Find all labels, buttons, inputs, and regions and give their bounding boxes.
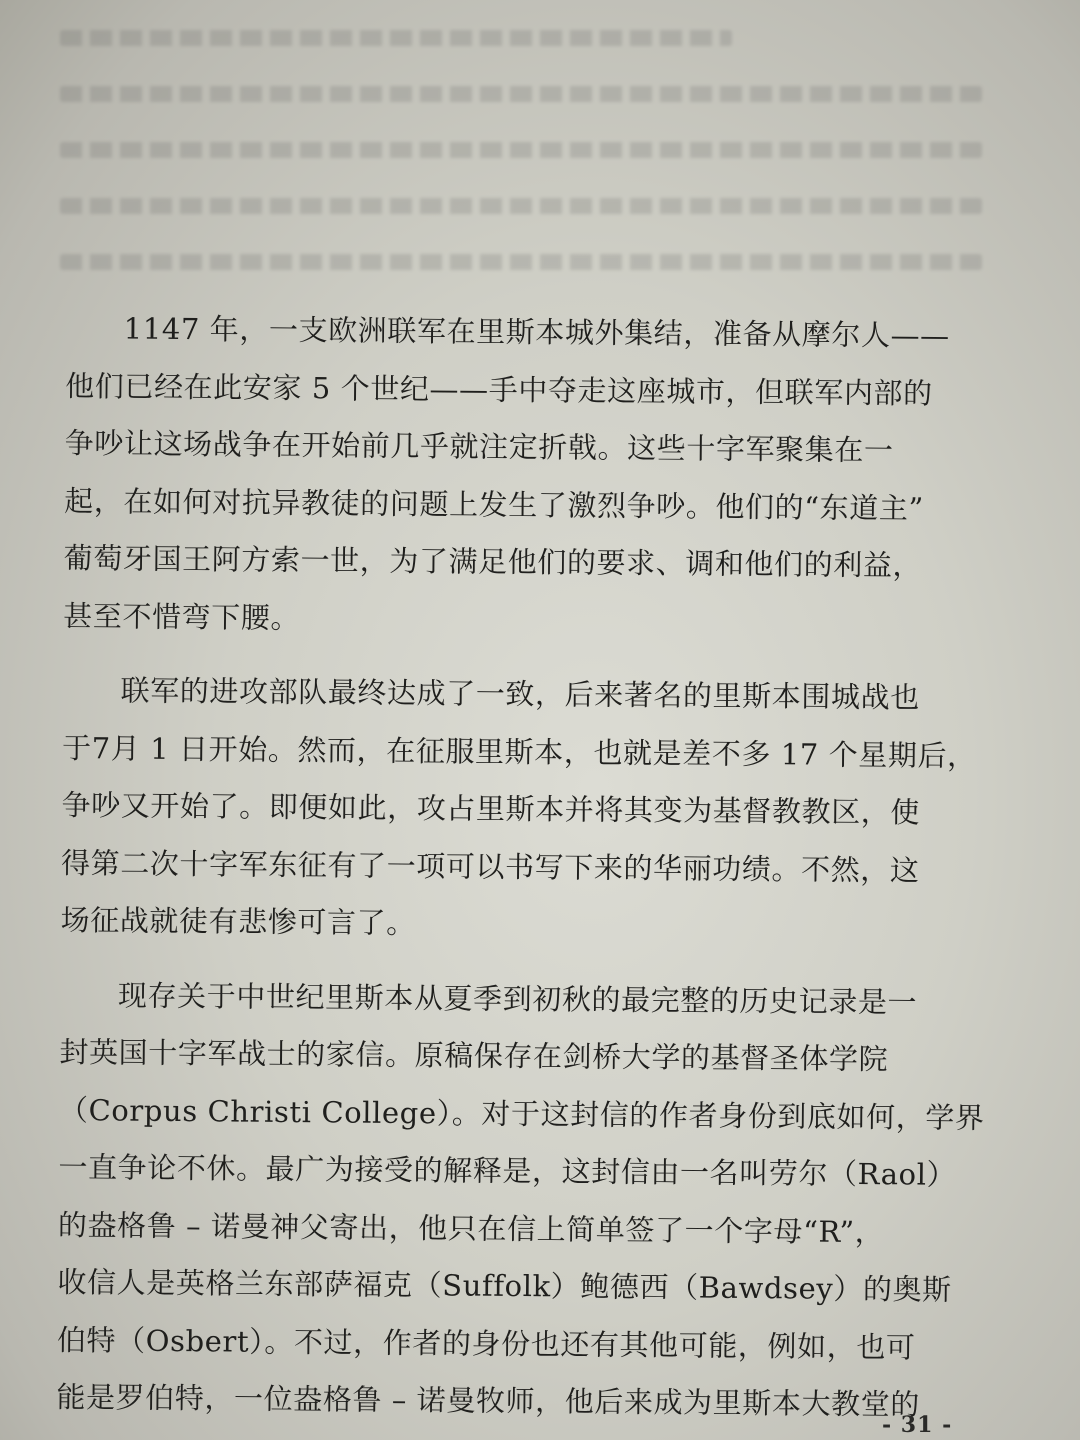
text-line: 封英国十字军战士的家信。原稿保存在剑桥大学的基督圣体学院: [59, 1034, 889, 1077]
text-line: 收信人是英格兰东部萨福克（Suffolk）鲍德西（Bawdsey）的奥斯: [57, 1264, 952, 1307]
text-line: 甚至不惜弯下腰。: [63, 598, 301, 635]
text-line: 1147 年，一支欧洲联军在里斯本城外集结，准备从摩尔人——: [123, 311, 950, 353]
text-line: 得第二次十字军东征有了一项可以书写下来的华丽功绩。不然，这: [60, 845, 920, 887]
paragraph-3: [56, 966, 985, 1434]
text-line: 葡萄牙国王阿方索一世，为了满足他们的要求、调和他们的利益，: [63, 540, 923, 583]
text-line: 起，在如何对抗异教徒的问题上发生了激烈争吵。他们的“东道主”: [64, 483, 925, 525]
text-line: 争吵让这场战争在开始前几乎就注定折戟。这些十字军聚集在一: [64, 425, 894, 468]
text-line: 的盎格鲁 – 诺曼神父寄出，他只在信上简单签了一个字母“R”，: [57, 1207, 885, 1249]
body-text: [56, 300, 985, 1440]
text-line: 伯特（Osbert）。不过，作者的身份也还有其他可能，例如，也可: [56, 1322, 916, 1364]
text-line: （Corpus Christi College）。对于这封信的作者身份到底如何，学界: [58, 1092, 985, 1135]
text-line: 于7月 1 日开始。然而，在征服里斯本，也就是差不多 17 个星期后，: [61, 730, 977, 773]
text-line: 他们已经在此安家 5 个世纪——手中夺走这座城市，但联军内部的: [65, 368, 933, 411]
text-line: 联军的进攻部队最终达成了一致，后来著名的里斯本围城战也: [120, 673, 920, 715]
page-number: - 31 -: [882, 1412, 953, 1438]
text-line: 现存关于中世纪里斯本从夏季到初秋的最完整的历史记录是一: [117, 977, 918, 1019]
text-line: 能是罗伯特，一位盎格鲁 – 诺曼牧师，他后来成为里斯本大教堂的: [56, 1379, 921, 1422]
paragraph-2: [60, 662, 977, 957]
text-line: 场征战就徒有悲惨可言了。: [60, 902, 416, 941]
paragraph-1: [63, 300, 966, 653]
bleed-through-text: [60, 30, 1020, 300]
text-line: 争吵又开始了。即便如此，攻占里斯本并将其变为基督教教区，使: [61, 787, 921, 830]
text-line: 一直争论不休。最广为接受的解释是，这封信由一名叫劳尔（Raol）: [58, 1149, 957, 1192]
